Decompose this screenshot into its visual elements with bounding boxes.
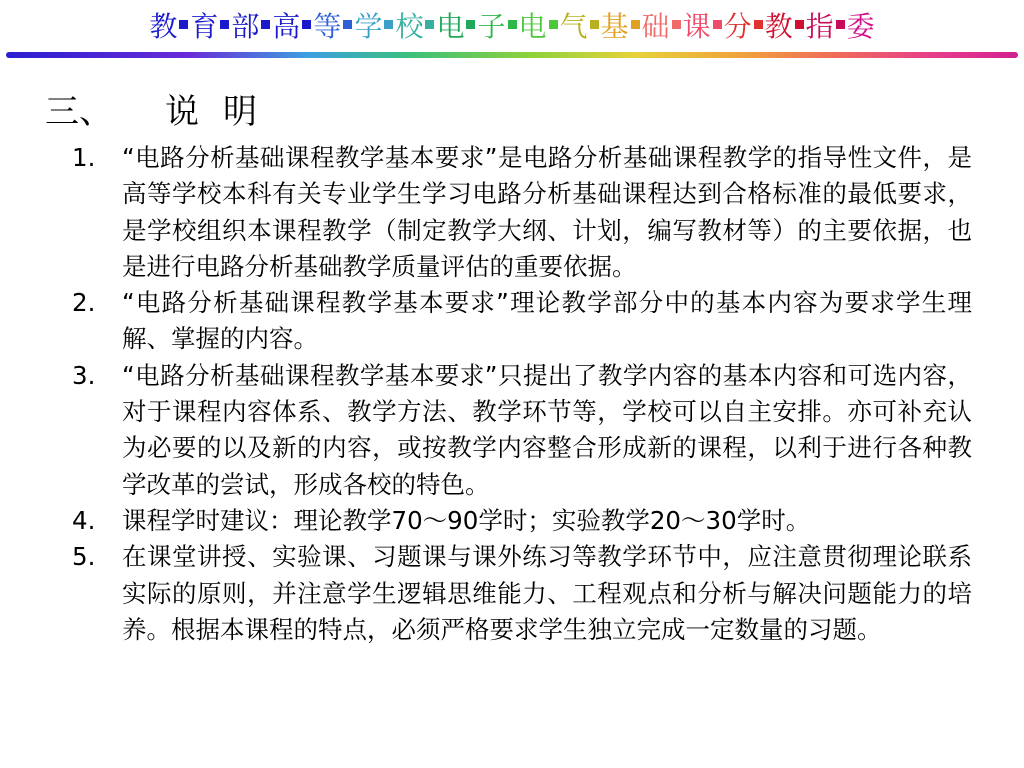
separator-square-icon — [343, 20, 352, 29]
list-item-number: 4. — [72, 505, 96, 535]
separator-square-icon — [261, 20, 270, 29]
separator-square-icon — [466, 20, 475, 29]
list-item-number: 1. — [72, 143, 96, 172]
separator-square-icon — [179, 20, 188, 29]
banner-char: 校 — [395, 10, 424, 43]
banner-char: 学 — [354, 10, 383, 43]
banner-char: 委 — [846, 10, 875, 43]
separator-square-icon — [590, 20, 599, 29]
list-item-number: 3. — [72, 360, 96, 390]
banner-char: 基 — [600, 10, 629, 43]
section-number: 三、 — [45, 92, 113, 132]
separator-square-icon — [836, 20, 845, 29]
banner-title — [0, 0, 1024, 50]
banner-char: 课 — [682, 10, 711, 43]
list-item-number: 5. — [72, 542, 96, 572]
list-item-text: “电路分析基础课程教学基本要求”是电路分析基础课程教学的指导性文件，是高等学校本科有关专业学生学习电路分析基础课程达到合格标准的最低要求，是学校组织本课程教学（制定教学大纲、计划，编写教材等）的主要依据，也是进行电路分析基础教学质量评估的重要依据。 — [122, 143, 972, 281]
banner-char: 础 — [641, 10, 670, 43]
banner-char: 教 — [764, 10, 793, 43]
separator-square-icon — [384, 20, 393, 29]
banner-char: 教 — [149, 10, 178, 43]
list-item-text: 课程学时建议：理论教学70～90学时；实验教学20～30学时。 — [122, 505, 811, 535]
separator-square-icon — [713, 20, 722, 29]
banner-char: 电 — [436, 10, 465, 43]
list-item — [72, 140, 972, 285]
separator-square-icon — [795, 20, 804, 29]
section-title-char: 明 — [223, 92, 257, 132]
banner-char: 气 — [559, 10, 588, 43]
banner-char: 分 — [723, 10, 752, 43]
separator-square-icon — [549, 20, 558, 29]
banner-char: 电 — [518, 10, 547, 43]
separator-square-icon — [508, 20, 517, 29]
banner-char: 等 — [313, 10, 342, 43]
list-item — [72, 285, 972, 358]
list-item-number: 2. — [72, 288, 96, 318]
separator-square-icon — [220, 20, 229, 29]
banner-char: 部 — [231, 10, 260, 43]
separator-square-icon — [302, 20, 311, 29]
banner-char: 育 — [190, 10, 219, 43]
list-item — [72, 358, 972, 503]
section-heading — [45, 92, 257, 133]
list-item — [72, 539, 972, 648]
separator-square-icon — [631, 20, 640, 29]
banner-char: 指 — [805, 10, 834, 43]
list-item-text: “电路分析基础课程教学基本要求”理论教学部分中的基本内容为要求学生理解、掌握的内容。 — [122, 288, 972, 354]
section-title-char: 说 — [165, 92, 199, 132]
separator-square-icon — [425, 20, 434, 29]
list-item-text: 在课堂讲授、实验课、习题课与课外练习等教学环节中，应注意贯彻理论联系实际的原则，并注意学生逻辑思维能力、工程观点和分析与解决问题能力的培养。根据本课程的特点，必须严格要求学生独立完成一定数量的习题。 — [122, 542, 972, 644]
list-item — [72, 503, 972, 539]
numbered-list — [72, 140, 972, 648]
banner-char: 高 — [272, 10, 301, 43]
banner-char: 子 — [477, 10, 506, 43]
separator-square-icon — [754, 20, 763, 29]
gradient-divider — [6, 52, 1018, 58]
separator-square-icon — [672, 20, 681, 29]
list-item-text: “电路分析基础课程教学基本要求”只提出了教学内容的基本内容和可选内容，对于课程内容体系、教学方法、教学环节等，学校可以自主安排。亦可补充认为必要的以及新的内容，或按教学内容整合形成新的课程，以利于进行各种教学改革的尝试，形成各校的特色。 — [122, 360, 972, 499]
